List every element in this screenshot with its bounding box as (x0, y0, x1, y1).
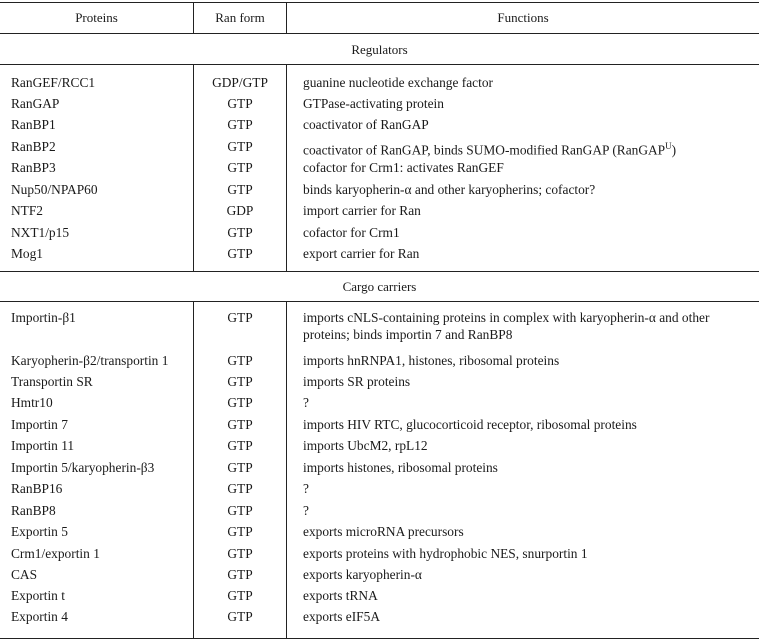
header-bottom-rule (0, 33, 759, 34)
function-cell: guanine nucleotide exchange factor (303, 75, 493, 90)
function-cell: coactivator of RanGAP, binds SUMO-modified RanGAP (RanGAP$^U$) (303, 141, 677, 158)
protein-cell: Exportin t (11, 588, 65, 603)
function-cell: ? (303, 395, 309, 410)
ran-form-cell: GTP (227, 182, 253, 197)
protein-cell: Importin 5/karyopherin-β3 (11, 460, 155, 475)
protein-cell: RanGAP (11, 96, 60, 111)
ran-form-cell: GTP (227, 438, 253, 453)
protein-cell: RanBP8 (11, 503, 56, 518)
protein-cell: Exportin 5 (11, 524, 68, 539)
function-cell: exports microRNA precursors (303, 524, 464, 539)
function-cell: import carrier for Ran (303, 203, 421, 218)
function-cell: imports UbcM2, rpL12 (303, 438, 428, 453)
ran-form-cell: GTP (227, 160, 253, 175)
protein-cell: RanGEF/RCC1 (11, 75, 96, 90)
protein-cell: RanBP16 (11, 481, 63, 496)
protein-cell: Mog1 (11, 246, 43, 261)
function-cell: exports karyopherin-α (303, 567, 422, 582)
function-cell: imports histones, ribosomal proteins (303, 460, 498, 475)
protein-cell: Crm1/exportin 1 (11, 546, 100, 561)
ran-form-cell: GTP (227, 225, 253, 240)
regulators-heading-rule (0, 64, 759, 65)
function-cell: imports SR proteins (303, 374, 411, 389)
protein-cell: RanBP1 (11, 117, 56, 132)
protein-cell: RanBP2 (11, 139, 56, 154)
function-cell: exports tRNA (303, 588, 378, 603)
function-cell: ? (303, 503, 309, 518)
ran-form-cell: GTP (227, 460, 253, 475)
ran-form-cell: GTP (227, 567, 253, 582)
cargo-heading-rule (0, 301, 759, 302)
section-heading-regulators: Regulators (351, 42, 408, 57)
ran-form-cell: GTP (227, 609, 253, 624)
ran-form-cell: GTP (227, 374, 253, 389)
function-cell: exports eIF5A (303, 609, 380, 624)
ran-form-cell: GTP (227, 588, 253, 603)
section-heading-cargo-carriers: Cargo carriers (342, 279, 417, 294)
header-ran-form: Ran form (215, 10, 265, 25)
table-bottom-rule (0, 638, 759, 639)
column-divider (286, 301, 287, 638)
ran-form-cell: GTP (227, 117, 253, 132)
ran-form-cell: GDP/GTP (212, 75, 268, 90)
function-cell: binds karyopherin-α and other karyopherins; cofactor? (303, 182, 596, 197)
ran-form-cell: GTP (227, 395, 253, 410)
cargo-section-rule (0, 271, 759, 272)
function-cell: imports cNLS-containing proteins in complex with karyopherin-α and other proteins; binds importin 7 and RanBP8 (303, 310, 710, 342)
table-top-rule (0, 2, 759, 3)
ran-form-cell: GTP (227, 353, 253, 368)
function-cell: cofactor for Crm1 (303, 225, 400, 240)
ran-form-cell: GTP (227, 310, 253, 325)
ran-form-cell: GTP (227, 503, 253, 518)
function-cell: GTPase-activating protein (303, 96, 444, 111)
protein-cell: RanBP3 (11, 160, 56, 175)
column-divider (286, 64, 287, 271)
ran-form-cell: GTP (227, 246, 253, 261)
function-cell: exports proteins with hydrophobic NES, snurportin 1 (303, 546, 588, 561)
protein-cell: Transportin SR (11, 374, 93, 389)
function-cell: imports HIV RTC, glucocorticoid receptor, ribosomal proteins (303, 417, 637, 432)
header-proteins: Proteins (75, 10, 118, 25)
function-cell: imports hnRNPA1, histones, ribosomal proteins (303, 353, 560, 368)
function-cell: ? (303, 481, 309, 496)
ran-form-cell: GTP (227, 417, 253, 432)
function-cell: cofactor for Crm1: activates RanGEF (303, 160, 504, 175)
ran-form-cell: GDP (226, 203, 254, 218)
protein-cell: Importin 7 (11, 417, 68, 432)
protein-cell: Importin-β1 (11, 310, 76, 325)
protein-cell: Nup50/NPAP60 (11, 182, 98, 197)
protein-cell: NXT1/p15 (11, 225, 70, 240)
protein-cell: Importin 11 (11, 438, 75, 453)
protein-cell: Karyopherin-β2/transportin 1 (11, 353, 169, 368)
function-cell: coactivator of RanGAP (303, 117, 429, 132)
protein-cell: Hmtr10 (11, 395, 53, 410)
ran-form-cell: GTP (227, 546, 253, 561)
ran-form-cell: GTP (227, 139, 253, 154)
ran-form-cell: GTP (227, 481, 253, 496)
protein-cell: NTF2 (11, 203, 43, 218)
function-cell: export carrier for Ran (303, 246, 420, 261)
ran-form-cell: GTP (227, 96, 253, 111)
protein-cell: Exportin 4 (11, 609, 68, 624)
protein-cell: CAS (11, 567, 38, 582)
ran-form-cell: GTP (227, 524, 253, 539)
header-functions: Functions (497, 10, 549, 25)
